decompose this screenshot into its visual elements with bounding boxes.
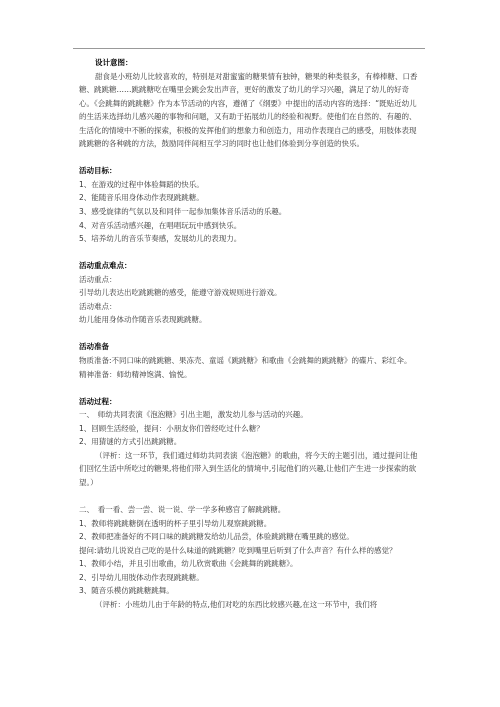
preparation-heading: 活动准备 — [79, 342, 109, 352]
process-line: 2、引导幼儿用肢体动作表现跳跳糖。 — [79, 572, 204, 582]
process-line: 1、回顾生活经验，提问：小朋友你们曾经吃过什么糖？ — [79, 423, 264, 433]
goal-item: 2、能随音乐用身体动作表现跳跳糖。 — [79, 193, 204, 203]
process-line: 1、教师将跳跳糖倒在透明的杯子里引导幼儿观察跳跳糖。 — [79, 518, 272, 528]
document-body — [79, 56, 422, 611]
goals-heading: 活动目标： — [79, 166, 117, 176]
key-point-text: 引导幼儿表达出吃跳跳糖的感受，能遵守游戏规则进行游戏。 — [79, 288, 282, 298]
process-line: 3、随音乐模仿跳跳糖跳舞。 — [79, 586, 174, 596]
process-line: 二、 看一看、尝一尝、说一说、学一学多种感官了解跳跳糖。 — [79, 505, 286, 515]
process-line: 2、用猜谜的方式引出跳跳糖。 — [79, 437, 182, 447]
design-intent-heading: 设计意图： — [95, 58, 133, 67]
process-question: 提问:请幼儿说说自己吃的是什么味道的跳跳糖？吃到嘴里后听到了什么声音？有什么样的感觉？ — [79, 545, 397, 555]
material-preparation: 物质准备:不同口味的跳跳糖、果冻壳、童谣《跳跳糖》和歌曲《会跳舞的跳跳糖》的碟片、彩红伞。 — [79, 356, 412, 366]
process-heading: 活动过程： — [79, 396, 117, 406]
mental-preparation: 精神准备：师幼精神饱满、愉悦。 — [79, 369, 192, 379]
goal-item: 1、在游戏的过程中体验舞蹈的快乐。 — [79, 179, 204, 189]
process-line: 一、 师幼共同表演《泡泡糖》引出主题，激发幼儿参与活动的兴趣。 — [79, 410, 308, 420]
design-intent-paragraph: 甜食是小班幼儿比较喜欢的，特别是对甜蜜蜜的糖果情有独钟，糖果的种类很多，有棒棒糖、口香糖、跳跳糖……跳跳糖吃在嘴里会跳会发出声音，更好的激发了幼儿的学习兴趣，满足了幼儿的好奇心。《会跳舞的跳跳糖》作为本节活动的内容，遵循了《纲要》中提出的活动内容的选择：“既贴近幼儿的生活来选择幼儿感兴趣的事物和问题，又有助于拓展幼儿的经验和视野。使他们在自然的、有趣的、生活化的情境中不断的探索，积极的发挥他们的想象力和创造力，用动作表现自己的感受，用肢体表现跳跳糖的各种跳的方法，鼓励同伴间相互学习的同时也让他们体验到分享创造的快乐。 — [79, 71, 418, 149]
process-line: 2、教师把准备好的不同口味的跳跳糖发给幼儿品尝，体验跳跳糖在嘴里跳的感觉。 — [79, 532, 354, 542]
difficulty-label: 活动难点： — [79, 301, 117, 311]
key-point-label: 活动重点： — [79, 274, 117, 284]
goal-item: 5、培养幼儿的音乐节奏感，发展幼儿的表现力。 — [79, 234, 242, 244]
goal-item: 3、感受旋律的气氛以及和同伴一起参加集体音乐活动的乐趣。 — [79, 207, 287, 217]
header-rule — [73, 48, 425, 49]
difficulty-text: 幼儿能用身体动作随音乐表现跳跳糖。 — [79, 315, 207, 325]
process-comment: （评析：这一环节，我们通过师幼共同表演《泡泡糖》的歌曲，将今天的主题引出，通过提问让他们回忆生活中所吃过的糖果,将他们带入到生活化的情境中,引起他们的兴趣,让他们产生进一步探索的欲望。） — [79, 450, 418, 487]
key-points-heading: 活动重点难点： — [79, 261, 132, 271]
process-comment: （评析：小班幼儿由于年龄的特点,他们对吃的东西比较感兴趣,在这一环节中，我们将 — [95, 599, 378, 609]
goal-item: 4、对音乐活动感兴趣，在唱唱玩玩中感到快乐。 — [79, 220, 242, 230]
process-line: 1、教师小结，并且引出歌曲，幼儿欣赏歌曲《会跳舞的跳跳糖》。 — [79, 559, 298, 569]
